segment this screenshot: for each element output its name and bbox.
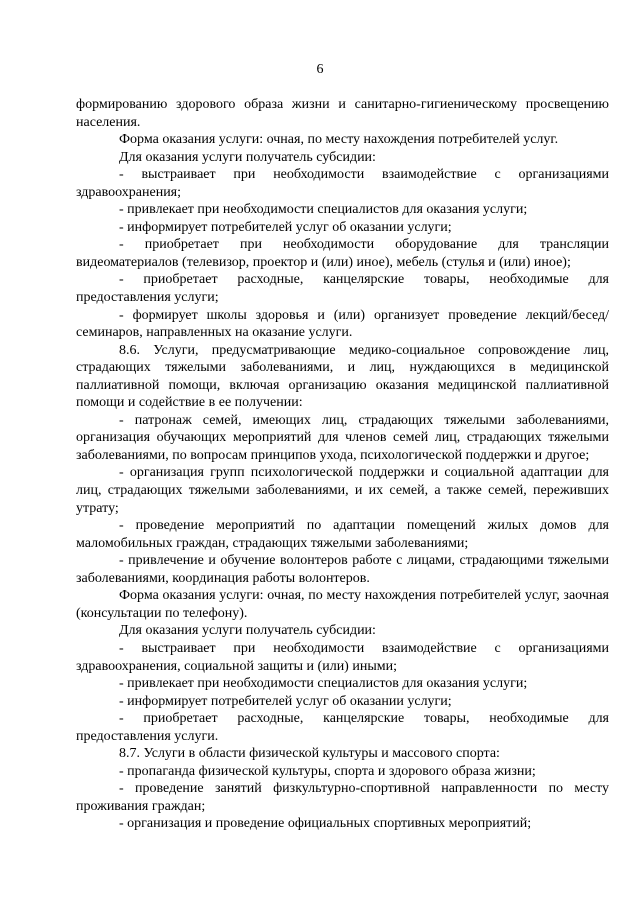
- list-item: - проведение занятий физкультурно-спортивной направленности по месту проживания граждан;: [76, 781, 609, 814]
- paragraph: Форма оказания услуги: очная, по месту нахождения потребителей услуг.: [119, 132, 559, 148]
- list-item: - привлекает при необходимости специалистов для оказания услуги;: [119, 202, 528, 218]
- paragraph: Для оказания услуги получатель субсидии:: [119, 623, 376, 639]
- list-item: - выстраивает при необходимости взаимодействие с организациями здравоохранения, социальной защиты и (или) иными;: [76, 640, 609, 674]
- list-item: - формирует школы здоровья и (или) организует проведение лекций/бесед/семинаров, направленных на оказание услуги.: [76, 307, 609, 341]
- page-number: 6: [316, 62, 324, 77]
- paragraph: Форма оказания услуги: очная, по месту нахождения потребителей услуг, заочная (консультации по телефону).: [76, 588, 609, 621]
- paragraph: Для оказания услуги получатель субсидии:: [119, 149, 376, 165]
- list-item: - организация и проведение официальных спортивных мероприятий;: [119, 816, 532, 832]
- list-item: - привлечение и обучение волонтеров работе с лицами, страдающими тяжелыми заболеваниями, координация работы волонтеров.: [76, 553, 609, 586]
- list-item: - информирует потребителей услуг об оказании услуги;: [119, 219, 452, 235]
- document-body: [76, 96, 609, 833]
- section-heading-8-7: 8.7. Услуги в области физической культуры и массового спорта:: [119, 746, 500, 762]
- list-item: - патронаж семей, имеющих лиц, страдающих тяжелыми заболеваниями, организация обучающих мероприятий для членов семей лиц, страдающих тяжелыми заболеваниями, по вопросам принципов ухода, психологической поддержки и другое;: [76, 412, 609, 463]
- list-item: - проведение мероприятий по адаптации помещений жилых домов для маломобильных граждан, страдающих тяжелыми заболеваниями;: [76, 518, 609, 551]
- list-item: - информирует потребителей услуг об оказании услуги;: [119, 693, 452, 709]
- list-item: - организация групп психологической поддержки и социальной адаптации для лиц, страдающих тяжелыми заболеваниями, и их семей, а также семей, переживших утрату;: [76, 465, 609, 516]
- paragraph: формированию здорового образа жизни и санитарно-гигиеническому просвещению населения.: [76, 97, 609, 130]
- list-item: - выстраивает при необходимости взаимодействие с организациями здравоохранения;: [76, 167, 609, 200]
- list-item: - привлекает при необходимости специалистов для оказания услуги;: [119, 676, 528, 692]
- list-item: - пропаганда физической культуры, спорта и здорового образа жизни;: [119, 763, 536, 779]
- list-item: - приобретает расходные, канцелярские товары, необходимые для предоставления услуги;: [76, 272, 609, 306]
- list-item: - приобретает расходные, канцелярские товары, необходимые для предоставления услуги.: [76, 711, 609, 744]
- section-heading-8-6: 8.6. Услуги, предусматривающие медико-социальное сопровождение лиц, страдающих тяжелыми заболеваниями, и лиц, нуждающихся в медицинской паллиативной помощи, включая организацию оказания медицинской паллиативной помощи и содействие в ее получении:: [76, 342, 609, 411]
- list-item: - приобретает при необходимости оборудование для трансляции видеоматериалов (телевизор, проектор и (или) иное), мебель (стулья и (или) иное);: [76, 237, 609, 270]
